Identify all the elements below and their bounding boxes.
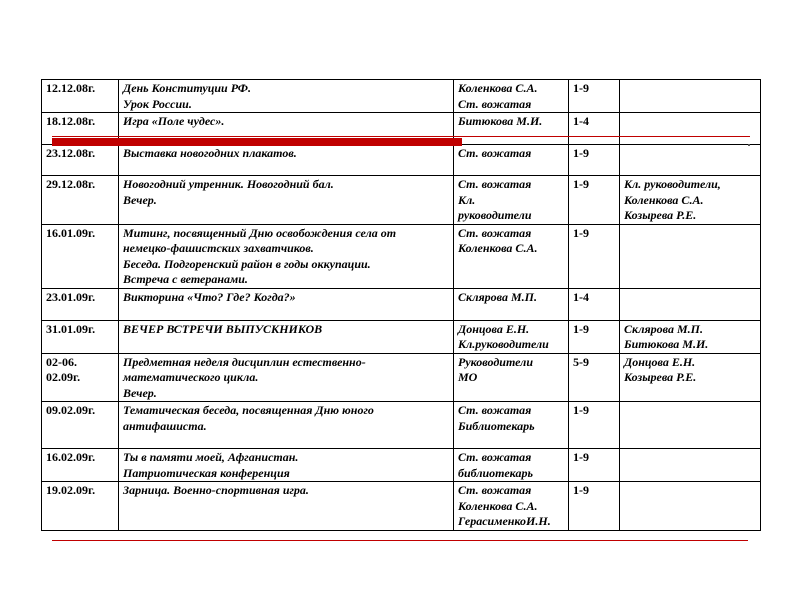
- table-row: [42, 449, 761, 482]
- date-cell: 18.12.08г.: [42, 113, 119, 145]
- event-cell: ВЕЧЕР ВСТРЕЧИ ВЫПУСКНИКОВ: [119, 320, 454, 353]
- classes-cell: 1-4: [569, 113, 620, 145]
- extra-cell: [620, 224, 761, 288]
- date-cell: 23.01.09г.: [42, 288, 119, 320]
- table-row: [42, 482, 761, 531]
- date-cell: 31.01.09г.: [42, 320, 119, 353]
- extra-cell: Донцова Е.Н. Козырева Р.Е.: [620, 353, 761, 402]
- event-cell: День Конституции РФ. Урок России.: [119, 80, 454, 113]
- event-cell: Тематическая беседа, посвященная Дню юного антифашиста.: [119, 402, 454, 449]
- classes-cell: 1-9: [569, 80, 620, 113]
- extra-cell: Склярова М.П. Битюкова М.И.: [620, 320, 761, 353]
- date-cell: 12.12.08г.: [42, 80, 119, 113]
- date-cell: 09.02.09г.: [42, 402, 119, 449]
- table-row: [42, 176, 761, 225]
- top-divider-dot: [748, 144, 750, 146]
- event-cell: Игра «Поле чудес».: [119, 113, 454, 145]
- responsible-cell: Донцова Е.Н. Кл.руководители: [454, 320, 569, 353]
- date-cell: 23.12.08г.: [42, 145, 119, 176]
- extra-cell: [620, 145, 761, 176]
- responsible-cell: Руководители МО: [454, 353, 569, 402]
- date-cell: 16.02.09г.: [42, 449, 119, 482]
- table-row: [42, 145, 761, 176]
- event-cell: Зарница. Военно-спортивная игра.: [119, 482, 454, 531]
- responsible-cell: Ст. вожатая Коленкова С.А. ГерасименкоИ.Н.: [454, 482, 569, 531]
- extra-cell: [620, 449, 761, 482]
- responsible-cell: Ст. вожатая Кл. руководители: [454, 176, 569, 225]
- responsible-cell: Коленкова С.А. Ст. вожатая: [454, 80, 569, 113]
- classes-cell: 1-9: [569, 224, 620, 288]
- event-schedule-table: [41, 79, 761, 531]
- table-row: [42, 353, 761, 402]
- extra-cell: [620, 113, 761, 145]
- table-row: [42, 80, 761, 113]
- date-cell: 02-06. 02.09г.: [42, 353, 119, 402]
- responsible-cell: Ст. вожатая Коленкова С.А.: [454, 224, 569, 288]
- top-divider-line: [52, 136, 750, 137]
- table-row: [42, 224, 761, 288]
- extra-cell: [620, 402, 761, 449]
- classes-cell: 5-9: [569, 353, 620, 402]
- responsible-cell: Ст. вожатая: [454, 145, 569, 176]
- classes-cell: 1-9: [569, 176, 620, 225]
- classes-cell: 1-9: [569, 145, 620, 176]
- date-cell: 29.12.08г.: [42, 176, 119, 225]
- responsible-cell: Ст. вожатая библиотекарь: [454, 449, 569, 482]
- classes-cell: 1-9: [569, 320, 620, 353]
- responsible-cell: Ст. вожатая Библиотекарь: [454, 402, 569, 449]
- event-cell: Выставка новогодних плакатов.: [119, 145, 454, 176]
- responsible-cell: Битюкова М.И.: [454, 113, 569, 145]
- date-cell: 19.02.09г.: [42, 482, 119, 531]
- event-cell: Предметная неделя дисциплин естественно- математического цикла. Вечер.: [119, 353, 454, 402]
- extra-cell: [620, 80, 761, 113]
- event-cell: Новогодний утренник. Новогодний бал. Вечер.: [119, 176, 454, 225]
- bottom-divider-line: [52, 540, 748, 541]
- extra-cell: [620, 288, 761, 320]
- top-accent-bar: [52, 138, 462, 146]
- classes-cell: 1-9: [569, 402, 620, 449]
- table-row: [42, 320, 761, 353]
- extra-cell: [620, 482, 761, 531]
- event-cell: Ты в памяти моей, Афганистан. Патриотическая конференция: [119, 449, 454, 482]
- event-cell: Митинг, посвященный Дню освобождения села от немецко-фашистских захватчиков. Беседа. Подгоренский район в годы оккупации. Встреча с ветеранами.: [119, 224, 454, 288]
- extra-cell: Кл. руководители, Коленкова С.А. Козырева Р.Е.: [620, 176, 761, 225]
- table-row: [42, 402, 761, 449]
- date-cell: 16.01.09г.: [42, 224, 119, 288]
- classes-cell: 1-9: [569, 449, 620, 482]
- event-cell: Викторина «Что? Где? Когда?»: [119, 288, 454, 320]
- classes-cell: 1-9: [569, 482, 620, 531]
- classes-cell: 1-4: [569, 288, 620, 320]
- table-row: [42, 288, 761, 320]
- responsible-cell: Склярова М.П.: [454, 288, 569, 320]
